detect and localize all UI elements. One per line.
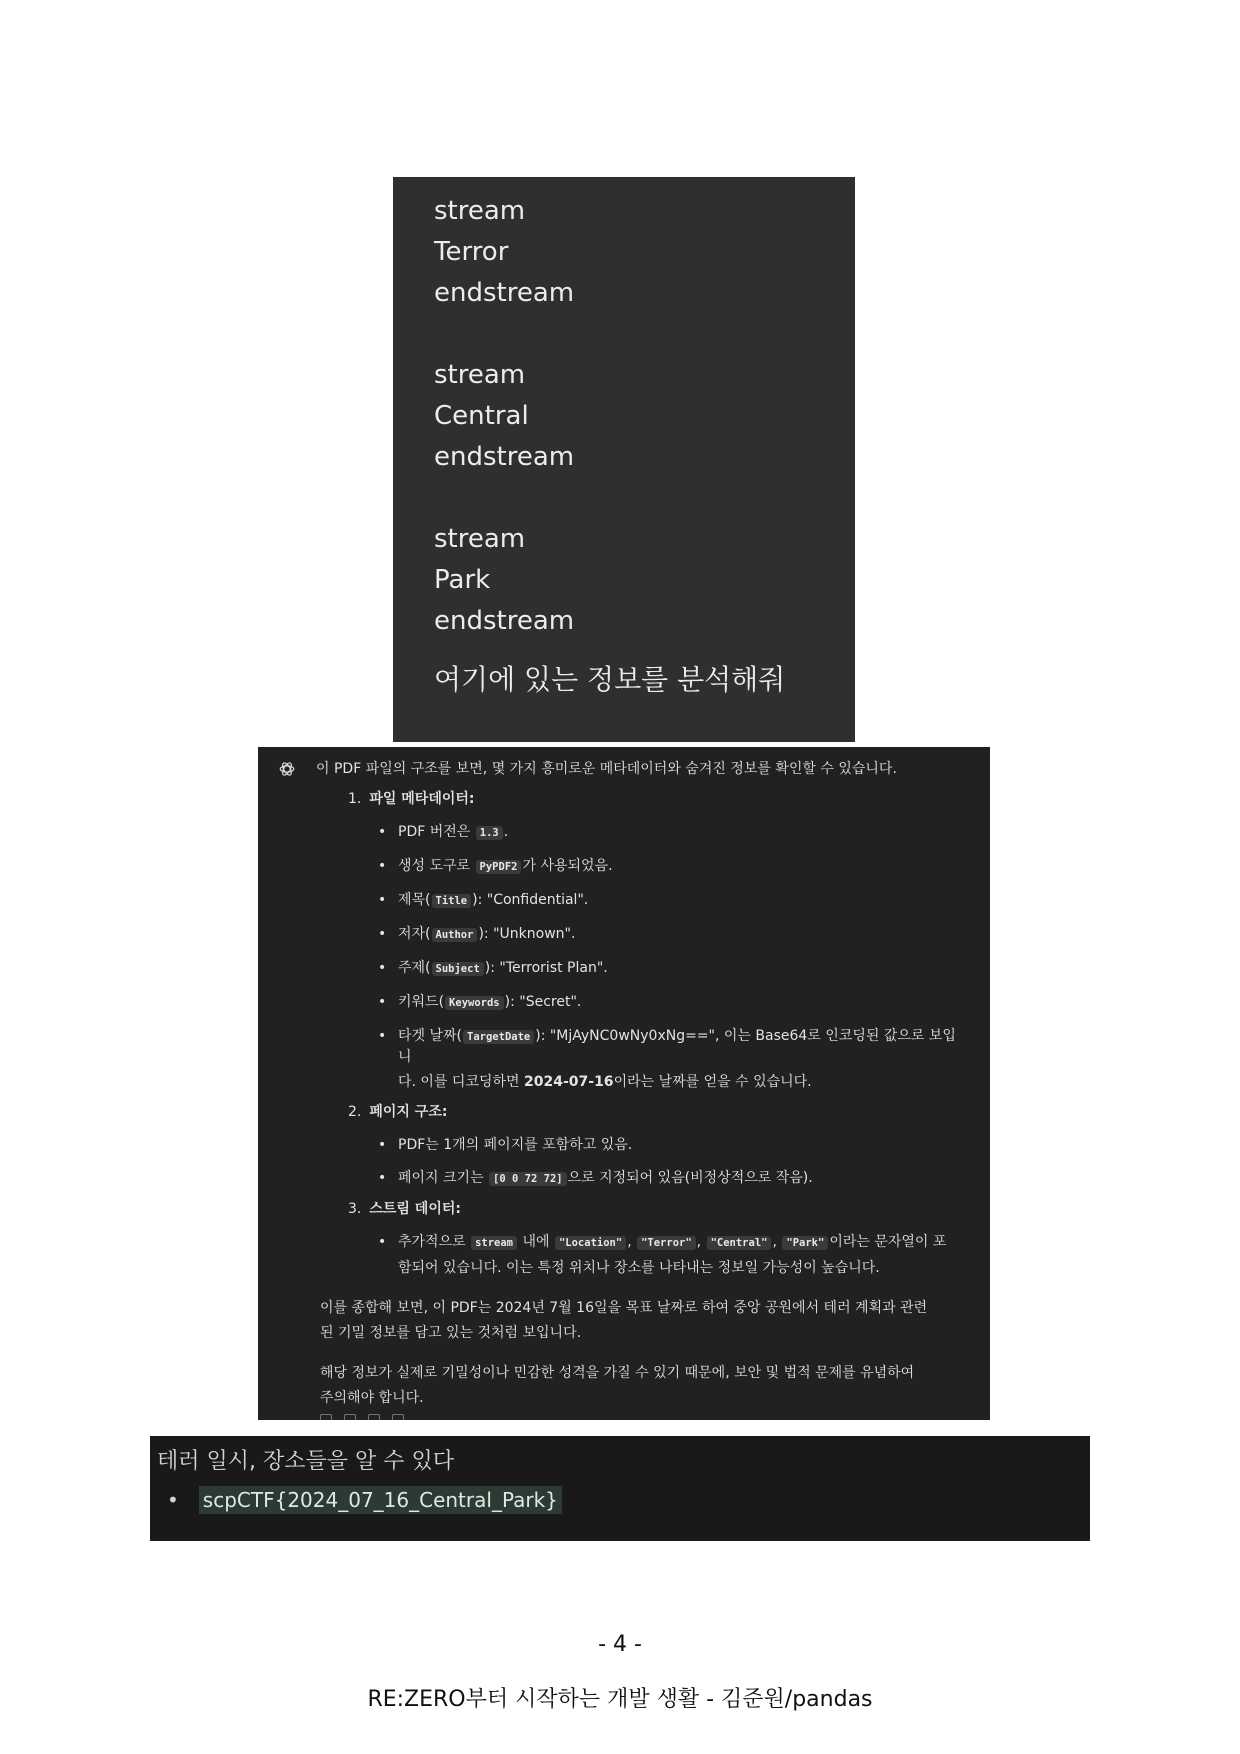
page-footer: RE:ZERO부터 시작하는 개발 생활 - 김준원/pandas (367, 1687, 873, 1712)
regenerate-icon[interactable] (368, 1414, 380, 1420)
speaker-icon[interactable] (320, 1414, 332, 1420)
list-item: • 제목( Title ): "Confidential". (378, 890, 962, 911)
section-heading: 1. 파일 메타데이터: (348, 791, 475, 807)
assistant-intro: 이 PDF 파일의 구조를 보면, 몇 가지 흥미로운 메타데이터와 숨겨진 정보를 확인할 수 있습니다. (316, 761, 897, 777)
list-item: • 키워드( Keywords ): "Secret". (378, 992, 962, 1013)
list-item: • 페이지 크기는 [0 0 72 72] 으로 지정되어 있음(비정상적으로 작음). (378, 1168, 962, 1189)
stream-line: endstream (434, 442, 575, 472)
summary-paragraph: 이를 종합해 보면, 이 PDF는 2024년 7월 16일을 목표 날짜로 하여 중앙 공원에서 테러 계획과 관련 된 기밀 정보를 담고 있는 것처럼 보입니다. (320, 1300, 928, 1341)
message-actions (320, 1414, 404, 1420)
user-message-panel (393, 177, 855, 742)
stream-line: Terror (434, 237, 509, 267)
stream-line: endstream (434, 606, 575, 636)
list-item: • 추가적으로 stream 내에 "Location" , "Terror" , "Central" , "Park" 이라는 문자열이 포 함되어 있습니다. 이는 특정 위치나 장소를 나타내는 정보일 가능성이 높습니다. (378, 1232, 962, 1278)
warning-paragraph: 해당 정보가 실제로 기밀성이나 민감한 성격을 가질 수 있기 때문에, 보안 및 법적 문제를 유념하여 주의해야 합니다. (320, 1365, 915, 1406)
stream-line: stream (434, 524, 526, 554)
section-heading: 2. 페이지 구조: (348, 1104, 448, 1120)
list-item: • PDF는 1개의 페이지를 포함하고 있음. (378, 1135, 962, 1155)
stream-data-list (278, 1232, 962, 1278)
stream-line: Park (434, 565, 491, 595)
assistant-response-panel (258, 747, 990, 1420)
list-item: • 저자( Author ): "Unknown". (378, 924, 962, 945)
list-item: • PDF 버전은 1.3 . (378, 822, 962, 843)
stream-line: stream (434, 360, 526, 390)
stream-line: endstream (434, 278, 575, 308)
metadata-list (278, 822, 962, 1092)
page-structure-list (278, 1135, 962, 1189)
note-title: 테러 일시, 장소들을 알 수 있다 (157, 1449, 454, 1474)
page-number: - 4 - (598, 1632, 642, 1657)
bullet-icon: • (167, 1488, 179, 1512)
list-item: • 타겟 날짜( TargetDate ): "MjAyNC0wNy0xNg==", 이는 Base64로 인코딩된 값으로 보입니 다. 이를 디코딩하면 2024-07-16이라는 날짜를 얻을 수 있습니다. (378, 1026, 962, 1092)
flag-text: scpCTF{2024_07_16_Central_Park} (199, 1486, 562, 1514)
list-item: • 주제( Subject ): "Terrorist Plan". (378, 958, 962, 979)
conclusion-note (150, 1436, 1090, 1541)
user-prompt: 여기에 있는 정보를 분석해줘 (434, 663, 786, 696)
copy-icon[interactable] (344, 1414, 356, 1420)
list-item: • 생성 도구로 PyPDF2 가 사용되었음. (378, 856, 962, 877)
stream-line: Central (434, 401, 529, 431)
list-item (167, 1486, 1083, 1514)
stream-line: stream (434, 196, 526, 226)
chatgpt-logo-icon (278, 760, 296, 778)
section-heading: 3. 스트림 데이터: (348, 1201, 461, 1217)
thumbs-down-icon[interactable] (392, 1414, 404, 1420)
